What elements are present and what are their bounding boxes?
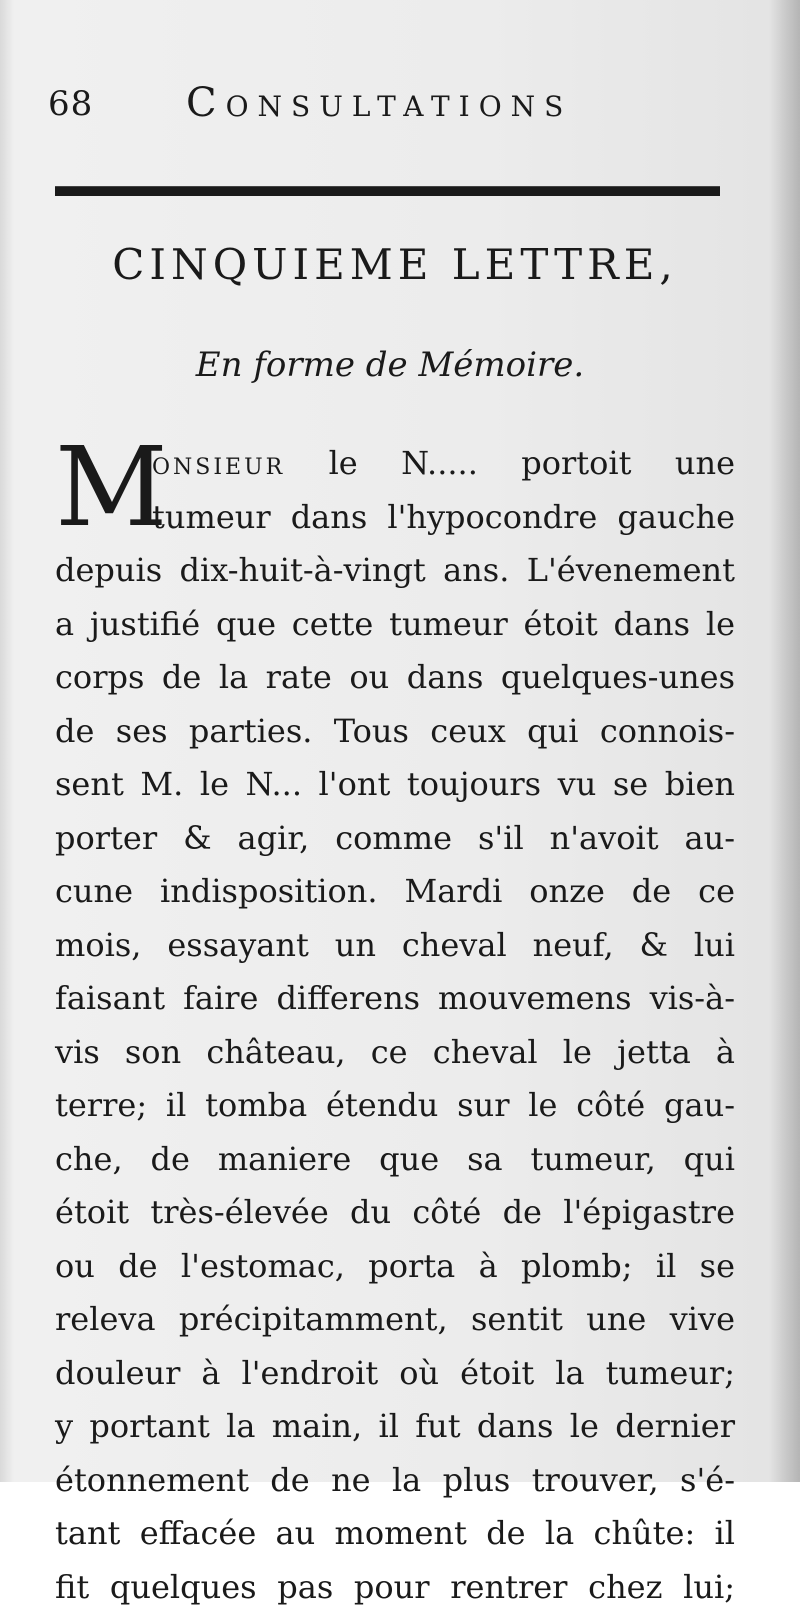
page-number: 68 [48,84,93,124]
opening-lines [152,437,735,544]
text-lines [55,544,735,1614]
text-line: tant effacée au moment de la chûte: il [55,1507,735,1561]
first-line-rest: le N..... portoit une [329,444,735,482]
text-line: de ses parties. Tous ceux qui connois- [55,705,735,759]
text-line: vis son château, ce cheval le jetta à [55,1026,735,1080]
text-line: étonnement de ne la plus trouver, s'é- [55,1454,735,1508]
text-line: terre; il tomba étendu sur le côté gau- [55,1079,735,1133]
chapter-title: CINQUIEME LETTRE, [0,240,790,289]
chapter-subtitle: En forme de Mémoire. [0,345,780,385]
text-line: y portant la main, il fut dans le dernier [55,1400,735,1454]
text-line: douleur à l'endroit où étoit la tumeur; [55,1347,735,1401]
text-line: mois, essayant un cheval neuf, & lui [55,919,735,973]
running-head: Consultations [186,80,572,126]
text-line: faisant faire differens mouvemens vis-à- [55,972,735,1026]
text-line: depuis dix-huit-à-vingt ans. L'évenement [55,544,735,598]
page-edge-shadow [770,0,800,1482]
text-line: sent M. le N... l'ont toujours vu se bien [55,758,735,812]
text-line: ou de l'estomac, porta à plomb; il se [55,1240,735,1294]
text-line: releva précipitamment, sentit une vive [55,1293,735,1347]
text-line: cune indisposition. Mardi onze de ce [55,865,735,919]
header-rule [55,186,720,196]
text-line [152,437,735,491]
text-line: che, de maniere que sa tumeur, qui [55,1133,735,1187]
text-line: corps de la rate ou dans quelques-unes [55,651,735,705]
first-word: onsieur [152,444,285,482]
body-text [55,437,735,1614]
page-header [0,78,800,134]
text-line: étoit très-élevée du côté de l'épigastre [55,1186,735,1240]
drop-cap: M [55,437,149,544]
text-line: porter & agir, comme s'il n'avoit au- [55,812,735,866]
text-line: fit quelques pas pour rentrer chez lui; [55,1561,735,1614]
text-line: tumeur dans l'hypocondre gauche [152,491,735,545]
opening-block [55,437,735,544]
text-line: a justifié que cette tumeur étoit dans le [55,598,735,652]
